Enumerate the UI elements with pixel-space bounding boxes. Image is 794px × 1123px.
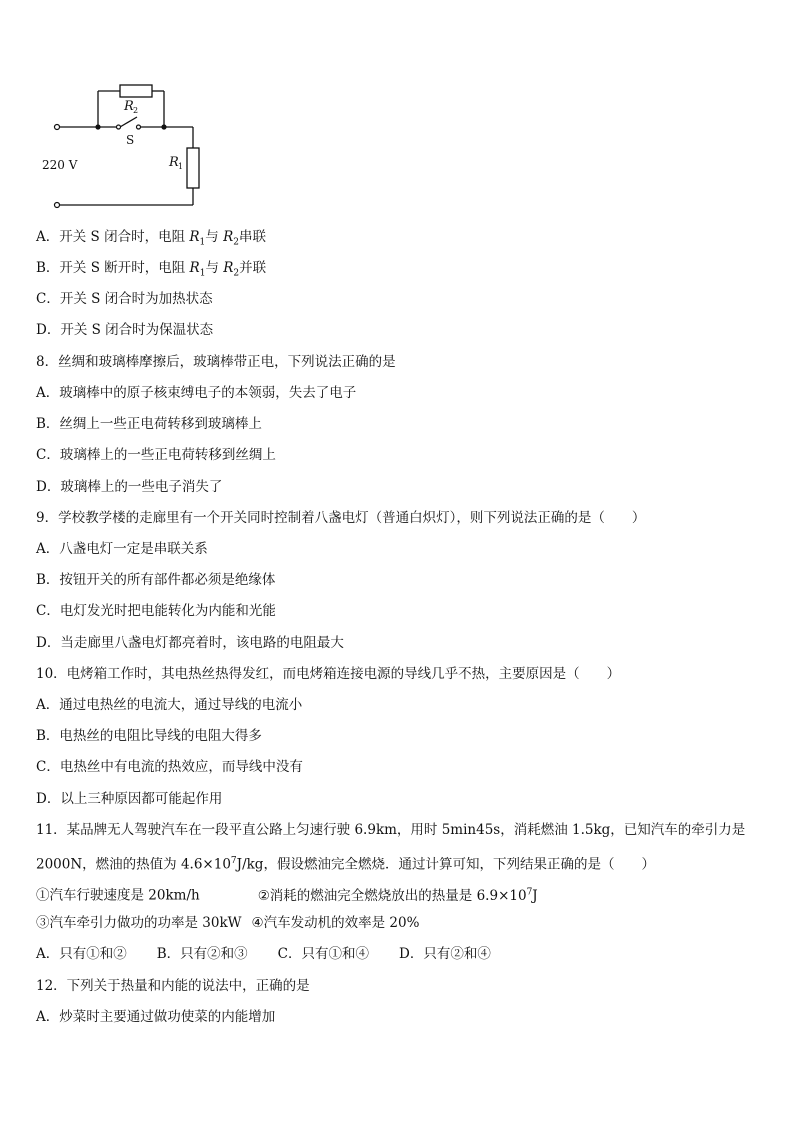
subscript: 1 <box>199 237 206 248</box>
q9-stem: 9．学校教学楼的走廊里有一个开关同时控制着八盏电灯（普通白炽灯），则下列说法正确的是（ ） <box>36 510 646 526</box>
q9-option-c: C．电灯发光时把电能转化为内能和光能 <box>36 603 276 619</box>
option-text: B．开关 S 断开时，电阻 <box>36 260 190 276</box>
terminal-bottom <box>55 203 60 208</box>
statement-3: ③汽车牵引力做功的功率是 30kW <box>36 915 242 931</box>
statement-text: J <box>532 887 538 904</box>
statement-4: ④汽车发动机的效率是 20% <box>251 915 420 931</box>
var-r: R <box>223 229 234 245</box>
var-r: R <box>189 260 200 276</box>
q11-option-c: C．只有①和④ <box>277 946 370 962</box>
terminal-top <box>55 125 60 130</box>
option-text: A．开关 S 闭合时，电阻 <box>36 229 190 245</box>
option-text: 串联 <box>238 229 266 245</box>
q9-option-b: B．按钮开关的所有部件都必须是绝缘体 <box>36 572 276 588</box>
switch-label: S <box>126 133 135 147</box>
switch-contact <box>137 125 141 129</box>
superscript: 7 <box>230 856 237 866</box>
q10-option-c: C．电热丝中有电流的热效应，而导线中没有 <box>36 759 303 775</box>
q11-option-a: A．只有①和② <box>36 946 127 962</box>
q12-stem: 12．下列关于热量和内能的说法中，正确的是 <box>36 978 310 994</box>
q11-option-b: B．只有②和③ <box>156 946 248 962</box>
q11-statements-row1 <box>36 883 538 905</box>
q7-option-d: D．开关 S 闭合时为保温状态 <box>36 322 214 338</box>
q8-option-a: A．玻璃棒中的原子核束缚电子的本领弱，失去了电子 <box>36 385 357 401</box>
q10-option-b: B．电热丝的电阻比导线的电阻大得多 <box>36 728 262 744</box>
q9-option-a: A．八盏电灯一定是串联关系 <box>36 541 208 557</box>
option-text: 与 <box>205 260 224 276</box>
statement-text: ②消耗的燃油完全燃烧放出的热量是 6.9×10 <box>257 887 527 904</box>
q7-option-a <box>36 228 266 252</box>
q11-options <box>36 945 491 963</box>
option-text: 与 <box>205 229 224 245</box>
r1-subscript: 1 <box>178 162 184 171</box>
option-text: 并联 <box>239 260 267 276</box>
q11-option-d: D．只有②和④ <box>399 946 491 962</box>
statement-1: ①汽车行驶速度是 20km/h <box>36 887 200 904</box>
q11-stem-line2 <box>36 852 655 874</box>
subscript: 2 <box>233 237 239 248</box>
statement-2 <box>258 888 538 904</box>
q10-option-d: D．以上三种原因都可能起作用 <box>36 791 223 807</box>
var-r: R <box>223 260 234 276</box>
circuit-diagram <box>36 80 206 212</box>
q8-stem: 8．丝绸和玻璃棒摩擦后，玻璃棒带正电，下列说法正确的是 <box>36 354 396 370</box>
q8-option-d: D．玻璃棒上的一些电子消失了 <box>36 479 223 495</box>
var-r: R <box>189 229 200 245</box>
voltage-label: 220 V <box>42 158 78 172</box>
q12-option-a: A．炒菜时主要通过做功使菜的内能增加 <box>36 1009 276 1025</box>
r1-label: R <box>169 155 179 170</box>
q10-option-a: A．通过电热丝的电流大，通过导线的电流小 <box>36 697 303 713</box>
q7-option-c: C．开关 S 闭合时为加热状态 <box>36 291 213 307</box>
q11-stem-line1: 11．某品牌无人驾驶汽车在一段平直公路上匀速行驶 6.9km，用时 5min45s，消耗燃油 1.5kg，已知汽车的牵引力是 <box>36 822 746 838</box>
q9-option-d: D．当走廊里八盏电灯都亮着时，该电路的电阻最大 <box>36 635 344 651</box>
q11-statements-row2 <box>36 914 419 932</box>
q8-option-c: C．玻璃棒上的一些正电荷转移到丝绸上 <box>36 447 276 463</box>
switch-s <box>120 117 137 127</box>
superscript: 7 <box>526 887 533 897</box>
q7-option-b <box>36 259 266 283</box>
stem-text: J/kg，假设燃油完全燃烧．通过计算可知，下列结果正确的是（ ） <box>236 856 655 873</box>
stem-text: 2000N，燃油的热值为 4.6×10 <box>36 856 231 873</box>
junction-dot <box>95 124 100 129</box>
r2-subscript: 2 <box>133 106 139 115</box>
r2-label: R <box>124 99 134 114</box>
resistor-r1 <box>187 148 199 188</box>
q8-option-b: B．丝绸上一些正电荷转移到玻璃棒上 <box>36 416 262 432</box>
subscript: 1 <box>199 268 206 279</box>
switch-contact <box>117 125 121 129</box>
junction-dot <box>161 124 166 129</box>
q10-stem: 10．电烤箱工作时，其电热丝热得发红，而电烤箱连接电源的导线几乎不热，主要原因是（ ） <box>36 666 621 682</box>
resistor-r2 <box>120 85 152 97</box>
subscript: 2 <box>233 268 240 279</box>
